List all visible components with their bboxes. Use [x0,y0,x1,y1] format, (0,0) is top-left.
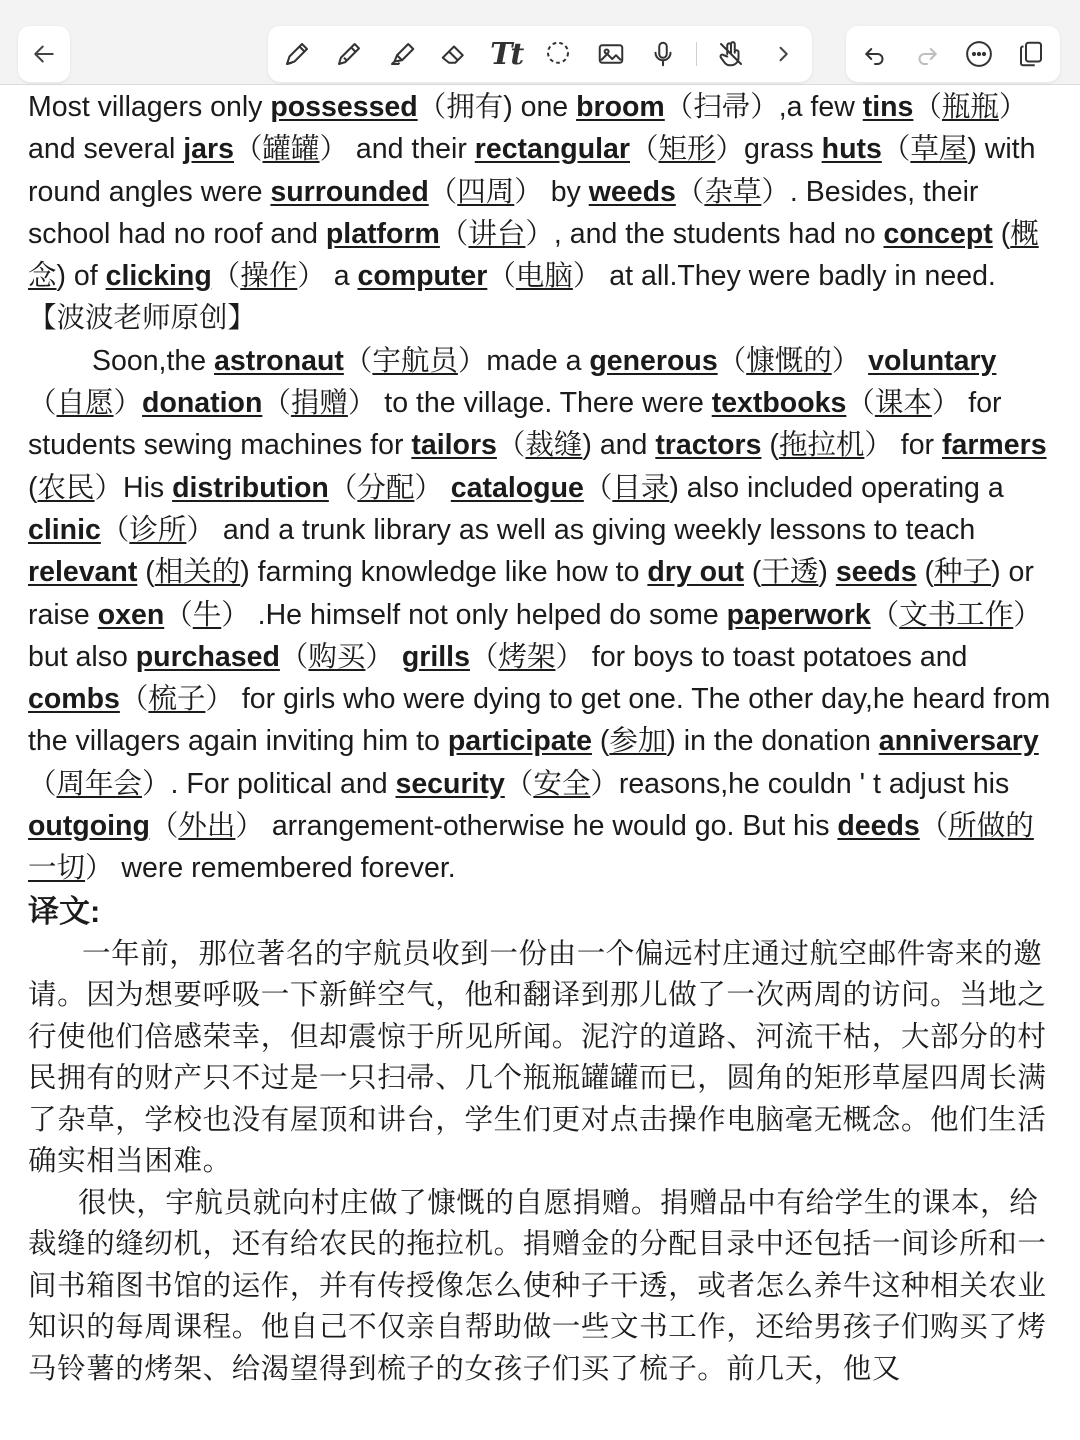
vocab-word: tractors [655,429,762,462]
text-run: （ [28,767,57,800]
vocab-word: farmers [941,429,1047,462]
vocab-word: surrounded [270,175,429,208]
arrow-left-icon[interactable] [25,35,63,73]
vocab-word: broom [576,91,665,123]
text-run: ） a [297,260,358,293]
vocab-word: voluntary [868,344,997,377]
text-run: ( [28,471,38,504]
text-run: ） by [514,175,589,208]
text-run: ） [831,344,869,377]
text-run: （扫帚）,a few [664,91,863,123]
vocab-word: security [395,767,505,800]
gloss: 宇航员 [372,344,458,377]
text-run: （ [504,767,534,800]
gloss: 拖拉机 [778,429,865,462]
vocab-word: possessed [270,91,418,123]
text-run: （ [262,387,291,420]
text-run: ( [916,556,935,589]
text-run: （ [164,598,193,631]
vocab-word: rectangular [474,133,630,166]
text-run: （ [583,471,613,504]
text-run: （ [846,387,875,420]
text-run: （ [881,133,911,166]
gloss: 瓶瓶 [941,91,999,123]
text-tool-icon[interactable]: Tt [490,36,523,72]
gloss: 烤架 [498,640,556,673]
text-run: （拥有) one [417,91,577,123]
back-button[interactable] [18,26,70,82]
toolbar-divider [696,42,697,66]
text-run: （ [28,387,57,420]
text-run: ） [365,640,402,673]
chinese-paragraph-1: 一年前，那位著名的宇航员收到一份由一个偏远村庄通过航空邮件寄来的邀请。因为想要呼吸一下新鲜空气，他和翻译到那儿做了一次两周的访问。当地之行使他们倍感荣幸，但却震惊于所见所闻。泥泞的道路、河流干枯，大部分的村民拥有的财产只不过是一只扫帚、几个瓶瓶罐罐而已，圆角的矩形草屋四周长满了杂草，学校也没有屋顶和讲台，学生们更对点击操作电脑毫无概念。他们生活确实相当困难。 [28,937,1047,1178]
text-run: ）grass [715,133,822,166]
text-run: （ [328,471,358,504]
text-run: ） arrangement-otherwise he would go. But his [235,810,838,843]
gloss: 概念 [28,217,1039,293]
vocab-word: astronaut [214,344,344,377]
gloss: 慷慨的 [746,344,832,377]
text-run: ） at all.They were badly in need. 【波波老师原创】 [28,260,996,335]
text-run: ） for boys to toast potatoes and [555,640,968,673]
vocab-word: generous [589,344,718,377]
text-run: ) [818,556,836,589]
vocab-word: textbooks [711,387,847,420]
gloss: 文书工作 [899,598,1014,631]
gloss: 干透 [761,556,819,589]
text-run: ） for students sewing machines for [28,387,1002,462]
touch-draw-icon[interactable] [712,35,750,73]
text-run: （ [870,598,900,631]
text-run: （ [211,260,241,293]
pages-icon[interactable] [1012,35,1050,73]
text-run: ）, and the students had no [525,217,884,250]
text-run: ）made a [457,344,590,377]
drawing-tools [268,26,812,82]
text-run: （ [343,344,373,377]
english-paragraph-2 [28,340,1058,890]
vocab-word: platform [325,217,440,250]
vocab-word: combs [28,683,120,716]
text-run: ( [992,217,1011,250]
vocab-word: jars [183,133,234,166]
text-run: （ [919,810,949,843]
text-run: ）reasons,he couldn ' t adjust his [590,767,1010,800]
text-run: （ [487,260,516,293]
text-run: （ [100,513,130,546]
text-run: ） .He himself not only helped do some [221,598,727,631]
text-run: ） [414,471,451,504]
text-run: （ [630,133,659,166]
text-run: ） to the village. There were [347,387,712,420]
chevron-right-icon[interactable] [764,35,802,73]
text-run: （ [428,175,458,208]
redo-icon[interactable] [908,35,946,73]
vocab-word: catalogue [450,471,584,504]
vocab-word: oxen [97,598,165,631]
gloss: 种子 [934,556,992,589]
text-run: Soon,the [92,344,215,377]
vocab-word: donation [142,387,263,420]
text-run: ( [591,725,610,758]
document-actions [846,26,1060,82]
text-run: （ [496,429,526,462]
english-paragraph-1 [28,86,1058,340]
text-run: （ [439,217,469,250]
gloss: 梳子 [148,683,206,716]
vocab-word: clinic [28,513,101,546]
vocab-word: paperwork [726,598,871,631]
vocab-word: outgoing [28,810,150,843]
gloss: 裁缝 [525,429,583,462]
text-run: ) with round angles were [28,133,1036,208]
vocab-word: clicking [105,260,212,293]
vocab-word: relevant [28,556,138,589]
text-run: ）His [94,471,173,504]
gloss: 讲台 [468,217,526,250]
text-run: ( [743,556,762,589]
pen-icon[interactable] [278,35,316,73]
text-run: ) of [56,260,106,293]
translation-heading: 译文: [28,893,101,929]
gloss: 电脑 [515,260,573,293]
vocab-word: grills [401,640,470,673]
text-run: ) and [582,429,656,462]
text-run: （ [675,175,705,208]
gloss: 购买 [308,640,366,673]
text-run: （ [913,91,942,123]
gloss: 目录 [612,471,670,504]
undo-icon[interactable] [856,35,894,73]
gloss: 参加 [609,725,667,758]
gloss: 农民 [37,471,95,504]
gloss: 杂草 [704,175,762,208]
text-run: Most villagers only [28,91,271,123]
text-run: ） for girls who were dying to get one. The other day,he heard from the villagers again inviting him to [28,683,1051,758]
gloss: 相关的 [154,556,241,589]
text-run: ） and a trunk library as well as giving weekly lessons to teach [186,513,976,546]
text-run: （ [279,640,309,673]
vocab-word: tins [862,91,914,123]
vocab-word: tailors [411,429,497,462]
vocab-word: huts [821,133,882,166]
gloss: 自愿 [56,387,114,420]
gloss: 草屋 [910,133,968,166]
eraser-icon[interactable] [435,35,473,73]
vocab-word: distribution [172,471,329,504]
text-run: ）. Besides, their school had no roof and [28,175,979,250]
image-icon[interactable] [592,35,630,73]
gloss: 周年会 [56,767,143,800]
text-run: （ [149,810,179,843]
vocab-word: deeds [837,810,920,843]
vocab-word: seeds [835,556,917,589]
text-run: ) or raise [28,556,1034,631]
gloss: 课本 [874,387,932,420]
text-run: （ [717,344,747,377]
microphone-icon[interactable] [644,35,682,73]
gloss: 捐赠 [290,387,348,420]
text-run: ）and several [28,91,1028,166]
gloss: 诊所 [129,513,187,546]
gloss: 操作 [240,260,298,293]
gloss: 所做的一切 [28,810,1034,885]
vocab-word: concept [883,217,993,250]
gloss: 罐罐 [262,133,320,166]
text-run: （ [233,133,263,166]
text-run: ） but also [28,598,1042,673]
chinese-paragraph-2: 很快，宇航员就向村庄做了慷慨的自愿捐赠。捐赠品中有给学生的课本，给裁缝的缝纫机，还有给农民的拖拉机。捐赠金的分配目录中还包括一间诊所和一间书箱图书馆的运作，并有传授像怎么使种子干透，或者怎么养牛这种相关农业知识的每周课程。他自己不仅亲自帮助做一些文书工作，还给男孩子们购买了烤马铃薯的烤架、给渴望得到梳子的女孩子们买了梳子。前几天，他又 [28,1186,1047,1385]
text-run: ） were remembered forever. [85,852,456,885]
gloss: 安全 [533,767,591,800]
gloss: 外出 [178,810,236,843]
text-run: （ [469,640,499,673]
text-run: ( [761,429,779,462]
text-run: ） for [864,429,942,462]
text-run: ） and their [319,133,475,166]
text-run: ) also included operating a [669,471,1004,504]
toolbar [0,0,1080,85]
gloss: 分配 [357,471,415,504]
vocab-word: anniversary [878,725,1039,758]
vocab-word: dry out [647,556,744,589]
vocab-word: purchased [135,640,280,673]
text-run: ) farming knowledge like how to [240,556,648,589]
lasso-icon[interactable] [539,35,577,73]
gloss: 四周 [457,175,515,208]
vocab-word: computer [357,260,488,293]
text-run: ) in the donation [666,725,879,758]
pencil-icon[interactable] [330,35,368,73]
text-run: ( [137,556,155,589]
text-run: ）. For political and [142,767,396,800]
gloss: 矩形 [658,133,716,166]
more-icon[interactable] [960,35,998,73]
highlighter-icon[interactable] [383,35,421,73]
vocab-word: weeds [588,175,676,208]
gloss: 牛 [192,598,222,631]
text-run: ） [113,387,143,420]
vocab-word: participate [447,725,592,758]
note-page[interactable] [28,86,1058,1390]
text-run: （ [119,683,149,716]
